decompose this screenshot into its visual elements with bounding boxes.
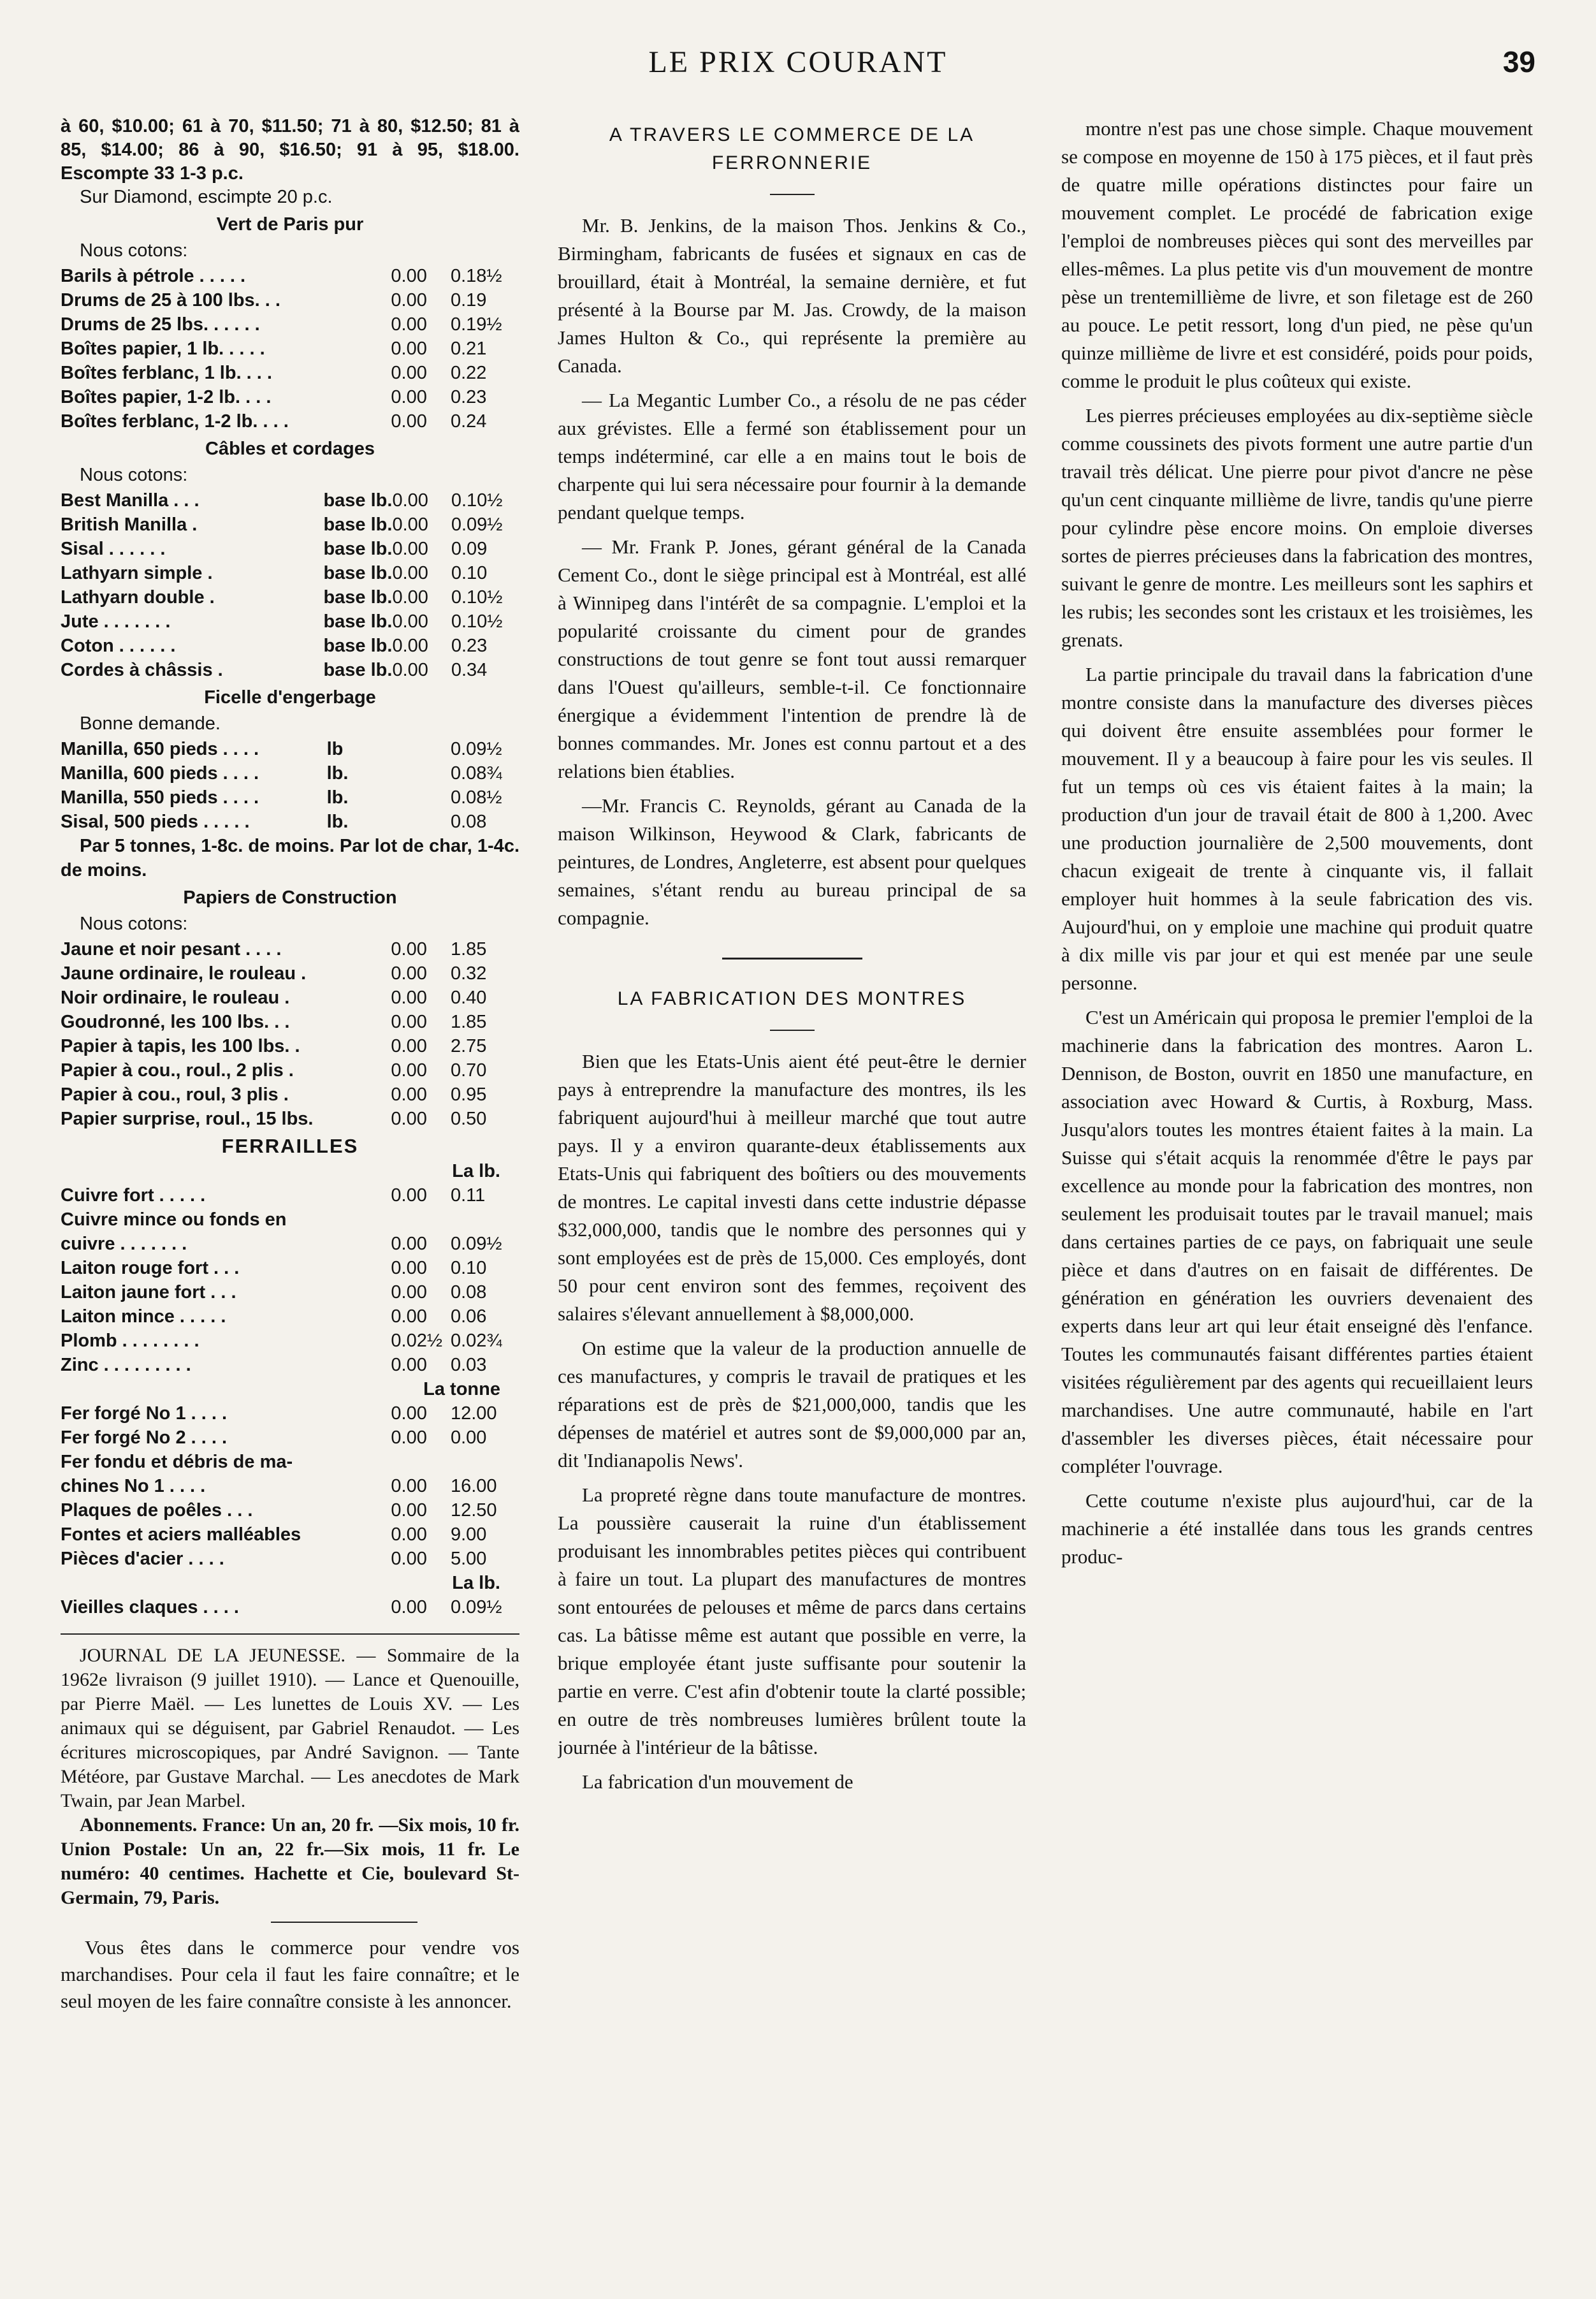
price-low: 0.00: [392, 587, 428, 608]
price-low: 0.00: [391, 939, 427, 960]
item-name: Lathyarn simple .: [61, 563, 213, 583]
item-name: chines No 1 . . . .: [61, 1476, 206, 1496]
paragraph: On estime que la valeur de la production annuelle de ces manufactures, y compris le travail de pratiques et les réparations est de près de $21,000,000, tandis que les dépenses de matériel et autres sont de $9,000,000 par an, dit 'Indianapolis News'.: [558, 1337, 1026, 1471]
price-low: 0.00: [391, 1524, 427, 1545]
item-name: Barils à pétrole . . . . .: [61, 266, 246, 286]
table-row: [61, 1426, 519, 1450]
table-row: [61, 1058, 519, 1083]
price-low: 0.00: [391, 1427, 427, 1448]
item-name: Boîtes ferblanc, 1-2 lb. . . .: [61, 411, 289, 432]
price-high: 0.23: [451, 636, 488, 656]
table-row: [61, 785, 519, 810]
article-title-montres: LA FABRICATION DES MONTRES: [617, 988, 967, 1009]
ferrailles-unit-tonne: La tonne: [423, 1379, 500, 1399]
section-subtitle: Nous cotons:: [80, 240, 188, 261]
price-sections: [61, 212, 519, 1131]
price-low: 0.00: [391, 1355, 427, 1375]
table-row: [61, 264, 519, 288]
intro-price-text: à 60, $10.00; 61 à 70, $11.50; 71 à 80, $12.50; 81 à 85, $14.00; 86 à 90, $16.50; 91 à 95, $18.00. Escompte 33 1-3 p.c.: [61, 116, 519, 184]
item-unit: [327, 1058, 391, 1083]
price-table: [61, 937, 519, 1131]
item-name: Laiton rouge fort . . .: [61, 1258, 240, 1278]
price-high: 12.00: [450, 1403, 497, 1424]
item-unit: [327, 337, 391, 361]
price-low: 0.00: [391, 1012, 427, 1032]
item-unit: [327, 1034, 391, 1058]
price-high: 0.21: [450, 339, 487, 359]
item-name: Jute . . . . . . .: [61, 611, 171, 632]
price-low: 0.00: [391, 339, 427, 359]
item-unit: base lb.: [323, 563, 393, 583]
price-high: 0.10½: [451, 490, 503, 511]
item-unit: [327, 385, 391, 409]
paragraph: La fabrication d'un mouvement de: [582, 1770, 853, 1793]
paragraph: — La Megantic Lumber Co., a résolu de ne pas céder aux grévistes. Elle a fermé son établissement pour un temps indéterminé, car elle a en mains tout le bois de charpente qui lui sera nécessaire pour fournir à la demande pendant quelque temps.: [558, 389, 1026, 523]
table-row: [61, 761, 519, 785]
item-name: Papier surprise, roul., 15 lbs.: [61, 1109, 314, 1129]
divider: [770, 1030, 815, 1031]
table-row: [61, 1232, 519, 1256]
price-low: 0.00: [391, 1060, 427, 1081]
price-high: 0.18½: [450, 266, 502, 286]
price-high: 12.50: [450, 1500, 497, 1521]
item-name: Boîtes ferblanc, 1 lb. . . .: [61, 363, 272, 383]
item-name: Coton . . . . . .: [61, 636, 176, 656]
item-name: Boîtes papier, 1-2 lb. . . .: [61, 387, 272, 407]
section-subtitle: Bonne demande.: [80, 713, 221, 734]
item-unit: [327, 409, 391, 434]
price-high: 0.09½: [450, 1234, 502, 1254]
item-name: Papier à tapis, les 100 lbs. .: [61, 1036, 300, 1056]
table-row: [61, 1401, 519, 1426]
paragraph: Bien que les Etats-Unis aient été peut-être le dernier pays à entreprendre la manufacture des montres, ils les fabriquent aujourd'hui à meilleur marché que tout autre pays. Il y a environ quarante-deux établissements aux Etats-Unis qui fabriquent des boîtiers ou des mouvements de montres. Le capital investi dans cette industrie dépasse $32,000,000, tandis que le nombre des personnes qui y sont employées est de près de 15,000. Ces employés, dont 50 pour cent environ sont des femmes, reçoivent des salaires s'élevant annuellement à $8,000,000.: [558, 1050, 1026, 1325]
price-high: 0.08: [450, 1282, 487, 1303]
price-high: 0.23: [450, 387, 487, 407]
price-low: 0.00: [391, 290, 427, 310]
price-low: [391, 1450, 451, 1474]
item-name: Laiton jaune fort . . .: [61, 1282, 236, 1303]
table-row: [61, 634, 519, 658]
ferrailles-table-lb: [61, 1183, 519, 1377]
item-unit: base lb.: [323, 636, 393, 656]
item-unit: [327, 288, 391, 312]
section-subtitle: Nous cotons:: [80, 914, 188, 934]
price-high: 0.08: [450, 812, 487, 832]
item-unit: [327, 961, 391, 986]
price-high: 0.10½: [451, 587, 503, 608]
price-low: [391, 785, 451, 810]
item-unit: base lb.: [323, 660, 393, 680]
item-name: Manilla, 600 pieds . . . .: [61, 763, 259, 784]
item-unit: lb: [326, 739, 344, 759]
paragraph: La partie principale du travail dans la fabrication d'une montre consiste dans la manufacture des diverses pièces qui doivent être ensuite assemblées pour former le mouvement. Il y a beaucoup à faire pour les vis seules. Il fut un temps où ces vis étaient faites à la main; la production d'un jour de travail était de 800 à 1,200. Avec une production journalière de 2,500 mouvements, dont chacun exigeait de trente à cinquante vis, il fallait employer huit hommes à la seule fabrication des vis. Aujourd'hui, on y emploie une machine qui produit quatre à dix mille vis par jour et qui est menée par une seule personne.: [1061, 663, 1533, 994]
table-row: [61, 1280, 519, 1304]
table-row: [61, 288, 519, 312]
item-unit: [327, 1083, 391, 1107]
table-row: [61, 937, 519, 961]
article-montres-continued: [1061, 115, 1533, 1571]
table-row: [61, 1595, 519, 1619]
price-low: 0.00: [392, 490, 428, 511]
item-name: British Manilla .: [61, 515, 198, 535]
paragraph: Cette coutume n'existe plus aujourd'hui, car de la machinerie a été installée dans tous les grands centres produc-: [1061, 1489, 1533, 1568]
table-row: [61, 986, 519, 1010]
item-name: Manilla, 550 pieds . . . .: [61, 787, 259, 808]
item-unit: [327, 312, 391, 337]
price-low: 0.00: [391, 1234, 427, 1254]
publication-title: LE PRIX COURANT: [648, 45, 948, 79]
section-note: Par 5 tonnes, 1-8c. de moins. Par lot de char, 1-4c. de moins.: [61, 836, 519, 880]
table-row: [61, 337, 519, 361]
item-unit: lb.: [326, 812, 349, 832]
item-unit: base lb.: [323, 587, 393, 608]
news-column: [558, 115, 1026, 2263]
table-row: [61, 1329, 519, 1353]
price-low: 0.00: [391, 411, 427, 432]
item-name: Best Manilla . . .: [61, 490, 200, 511]
divider: [770, 194, 815, 195]
price-low: [391, 761, 451, 785]
price-low: 0.02½: [391, 1331, 443, 1351]
item-name: Cuivre fort . . . . .: [61, 1185, 206, 1206]
section-title: Câbles et cordages: [205, 439, 375, 459]
table-row: [61, 312, 519, 337]
price-high: 2.75: [450, 1036, 487, 1056]
ferrailles-unit-lb2: La lb.: [452, 1573, 500, 1593]
table-row: [61, 1304, 519, 1329]
item-name: Plomb . . . . . . . .: [61, 1331, 200, 1351]
ferrailles-unit-lb: La lb.: [452, 1161, 500, 1181]
paragraph: montre n'est pas une chose simple. Chaque mouvement se compose en moyenne de 150 à 175 pièces, et il faut près de quatre mille opérations distinctes pour faire un mouvement complet. Le procédé de fabrication exige l'emploi de nombreuses pièces qui sont des merveilles par elles-mêmes. La plus petite vis d'un mouvement de montre pèse un trentemillième de livre, et son filetage est de 260 au pouce. Le petit ressort, long d'un pied, ne pèse qu'un quinze millième de livre et est considéré, poids pour poids, comme le produit le plus coûteux qui existe.: [1061, 117, 1533, 392]
divider: [722, 958, 862, 960]
price-high: 0.32: [450, 963, 487, 984]
price-high: 9.00: [450, 1524, 487, 1545]
paragraph: —Mr. Francis C. Reynolds, gérant au Canada de la maison Wilkinson, Heywood & Clark, fabricants de peintures, de Londres, Angleterre, est absent pour quelques semaines, s'étant rendu au bureau principal de sa compagnie.: [558, 794, 1026, 929]
price-low: [391, 1208, 451, 1232]
price-low: 0.00: [392, 515, 428, 535]
price-table: [61, 488, 519, 682]
table-row: [61, 385, 519, 409]
item-name: Cordes à châssis .: [61, 660, 223, 680]
price-high: [451, 1450, 519, 1474]
price-low: 0.00: [391, 1403, 427, 1424]
table-row: [61, 1450, 519, 1474]
price-low: 0.00: [391, 1109, 427, 1129]
table-row: [61, 1034, 519, 1058]
journal-summary: JOURNAL DE LA JEUNESSE. — Sommaire de la 1962e livraison (9 juillet 1910). — Lance et Quenouille, par Pierre Maël. — Les lunettes de Louis XV. — Les animaux qui se déguisent, par Gabriel Renaudot. — Les écritures microscopiques, par André Savignon. — Tante Météore, par Gustave Marchal. — Les anecdotes de Mark Twain, par Jean Marbel.: [61, 1645, 519, 1811]
price-low: 0.00: [391, 988, 427, 1008]
paragraph: La propreté règne dans toute manufacture de montres. La poussière causerait la ruine d'un établissement produisant les innombrables petites pièces qui contribuent à faire un tout. La plupart des manufactures de montres sont entourées de pelouses et même de parcs dans certains cas. La bâtisse même est autant que possible en verre, la brique employée étant juste suffisante pour soutenir la partie en verre. C'est afin d'obtenir toute la clarté possible; en outre de très nombreuses lumières brûlent toute la journée à l'intérieur de la bâtisse.: [558, 1484, 1026, 1758]
price-high: 0.19½: [450, 314, 502, 335]
price-low: 0.00: [391, 1306, 427, 1327]
price-low: 0.00: [392, 563, 428, 583]
price-high: 0.70: [450, 1060, 487, 1081]
price-high: 0.06: [450, 1306, 487, 1327]
price-low: 0.00: [391, 314, 427, 335]
item-name: Lathyarn double .: [61, 587, 215, 608]
table-row: [61, 1183, 519, 1208]
paragraph: C'est un Américain qui proposa le premier l'emploi de la machinerie dans la fabrication des montres. Aaron L. Dennison, de Boston, ouvrit en 1850 une manufacture, en association avec Howard & Curtis, à Roxburg, Mass. Jusqu'alors toutes les montres étaient faites à la main. La Suisse qui s'était acquis la renommée d'être le pays par excellence au monde pour la fabrication des montres, non seulement les produisait toutes par le travail manuel; mais dans certaines parties de ce pays, on fabriquait une seule pièce et dans d'autres on en faisait de différentes. De génération en génération les ouvriers devenaient des experts dans leur art qui leur était enseigné dès l'enfance. Toutes les communautés faisant différentes parties étaient visitées régulièrement par des agents qui recueillaient leurs marchandises. Une autre communauté, habile en l'art d'assembler les diverses pièces, était nécessaire pour compléter l'ouvrage.: [1061, 1006, 1533, 1477]
item-name: Sisal . . . . . .: [61, 539, 166, 559]
table-row: [61, 1353, 519, 1377]
page-header: [0, 45, 1596, 89]
table-row: [61, 1498, 519, 1522]
item-name: Plaques de poêles . . .: [61, 1500, 253, 1521]
ferrailles-title: FERRAILLES: [221, 1135, 359, 1157]
price-high: 0.50: [450, 1109, 487, 1129]
item-unit: [327, 937, 391, 961]
item-unit: [327, 986, 391, 1010]
table-row: [61, 361, 519, 385]
item-name: Sisal, 500 pieds . . . . .: [61, 812, 250, 832]
price-low: 0.00: [391, 387, 427, 407]
table-row: [61, 737, 519, 761]
article-ferronnerie-body: [558, 212, 1026, 932]
price-low: 0.00: [391, 963, 427, 984]
price-high: 0.09½: [450, 739, 502, 759]
price-low: 0.00: [391, 1476, 427, 1496]
price-high: 0.95: [450, 1084, 487, 1105]
price-high: 0.09½: [451, 515, 503, 535]
item-unit: [327, 361, 391, 385]
price-table: [61, 264, 519, 434]
item-name: Papier à cou., roul, 3 plis .: [61, 1084, 289, 1105]
price-low: 0.00: [391, 363, 427, 383]
table-row: [61, 1474, 519, 1498]
item-name: Cuivre mince ou fonds en: [61, 1209, 287, 1230]
price-high: 0.11: [450, 1185, 486, 1206]
item-unit: [327, 264, 391, 288]
price-high: 1.85: [450, 1012, 487, 1032]
price-high: 0.40: [450, 988, 487, 1008]
price-high: 0.10: [451, 563, 488, 583]
table-row: [61, 1208, 519, 1232]
price-low: 0.00: [391, 1282, 427, 1303]
item-name: Zinc . . . . . . . . .: [61, 1355, 191, 1375]
price-table: [61, 737, 519, 834]
item-name: Pièces d'acier . . . .: [61, 1549, 224, 1569]
ferrailles-table-tonne: [61, 1401, 519, 1571]
table-row: [61, 1522, 519, 1547]
item-unit: base lb.: [323, 490, 393, 511]
item-name: Fer forgé No 1 . . . .: [61, 1403, 228, 1424]
paragraph: Mr. B. Jenkins, de la maison Thos. Jenkins & Co., Birmingham, fabricants de fusées et signaux en cas de brouillard, était à Montréal, la semaine dernière, et fut présenté à la Bourse par M. Jas. Crowdy, de la maison James Hulton & Co., qui représente la première au Canada.: [558, 214, 1026, 377]
item-name: Noir ordinaire, le rouleau .: [61, 988, 290, 1008]
item-name: Manilla, 650 pieds . . . .: [61, 739, 259, 759]
item-unit: lb.: [326, 763, 349, 784]
table-row: [61, 1010, 519, 1034]
advertising-note: Vous êtes dans le commerce pour vendre vos marchandises. Pour cela il faut les faire connaître; et le seul moyen de les faire connaître consiste à les annoncer.: [61, 1936, 519, 2012]
item-unit: base lb.: [323, 611, 393, 632]
page-number: 39: [1502, 45, 1535, 78]
divider: [271, 1922, 417, 1923]
price-low: 0.00: [392, 636, 428, 656]
price-low: 0.00: [391, 1084, 427, 1105]
price-low: 0.00: [392, 539, 428, 559]
price-high: 0.09½: [450, 1597, 502, 1617]
item-name: Laiton mince . . . . .: [61, 1306, 226, 1327]
table-row: [61, 1107, 519, 1131]
item-name: Fontes et aciers malléables: [61, 1524, 301, 1545]
price-low: 0.00: [391, 1258, 427, 1278]
table-row: [61, 1547, 519, 1571]
item-name: Jaune et noir pesant . . . .: [61, 939, 282, 960]
table-row: [61, 1256, 519, 1280]
price-high: 0.19: [450, 290, 487, 310]
section-subtitle: Nous cotons:: [80, 465, 188, 485]
price-high: 0.24: [450, 411, 487, 432]
item-name: Boîtes papier, 1 lb. . . . .: [61, 339, 265, 359]
table-row: [61, 1083, 519, 1107]
price-high: 0.10½: [451, 611, 503, 632]
price-high: 0.34: [451, 660, 488, 680]
price-high: 0.08½: [450, 787, 502, 808]
table-row: [61, 810, 519, 834]
price-high: 0.09: [451, 539, 488, 559]
table-row: [61, 513, 519, 537]
item-name: Papier à cou., roul., 2 plis .: [61, 1060, 294, 1081]
price-high: 1.85: [450, 939, 487, 960]
table-row: [61, 585, 519, 609]
item-unit: base lb.: [323, 539, 393, 559]
continued-column: [1061, 115, 1533, 2263]
price-low: 0.00: [391, 1597, 427, 1617]
intro-discount: Sur Diamond, escimpte 20 p.c.: [80, 187, 333, 207]
article-montres-body: [558, 1047, 1026, 1796]
item-unit: lb.: [326, 787, 349, 808]
item-name: cuivre . . . . . . .: [61, 1234, 187, 1254]
ferrailles-table-lb2: [61, 1595, 519, 1619]
price-high: 0.03: [450, 1355, 487, 1375]
item-unit: [327, 1107, 391, 1131]
paragraph: — Mr. Frank P. Jones, gérant général de la Canada Cement Co., dont le siège principal est à Montréal, est allé à Winnipeg dans l'intérêt de sa compagnie. L'emploi et la popularité croissante du ciment pour de grandes constructions de tout genre se font tout aussi remarquer dans l'Ouest qu'ailleurs, semble-t-il. Ce fonctionnaire énergique a évidemment l'intention de prendre là de bonnes commandes. Mr. Jones est connu partout et a des relations bien établies.: [558, 536, 1026, 782]
item-name: Vieilles claques . . . .: [61, 1597, 239, 1617]
price-low: [391, 737, 451, 761]
table-row: [61, 561, 519, 585]
price-high: 16.00: [450, 1476, 497, 1496]
price-low: 0.00: [391, 1500, 427, 1521]
price-low: 0.00: [391, 266, 427, 286]
table-row: [61, 658, 519, 682]
table-row: [61, 537, 519, 561]
table-row: [61, 609, 519, 634]
divider: [61, 1633, 519, 1635]
item-name: Drums de 25 lbs. . . . . .: [61, 314, 260, 335]
table-row: [61, 961, 519, 986]
item-name: Fer forgé No 2 . . . .: [61, 1427, 228, 1448]
item-name: Jaune ordinaire, le rouleau .: [61, 963, 307, 984]
price-low: 0.00: [391, 1036, 427, 1056]
price-low: 0.00: [392, 660, 428, 680]
price-list-column: [61, 115, 519, 2263]
paragraph: Les pierres précieuses employées au dix-septième siècle comme coussinets des pivots forment une autre partie d'un travail très délicat. Une pierre pour pivot d'ancre ne pèse qu'un cent cinquante millième de livre, tandis qu'une pierre pour cylindre pèse encore moins. On emploie diverses sortes de pierres précieuses dans la fabrication des montres, suivant le genre de montre. Les meilleurs sont les saphirs et les rubis; les secondes sont les cristaux et les troisièmes, les grenats.: [1061, 404, 1533, 651]
table-row: [61, 488, 519, 513]
item-name: Goudronné, les 100 lbs. . .: [61, 1012, 290, 1032]
price-high: 0.22: [450, 363, 487, 383]
price-low: 0.00: [392, 611, 428, 632]
article-title-ferronnerie: A TRAVERS LE COMMERCE DE LA FERRONNERIE: [609, 124, 975, 173]
table-row: [61, 409, 519, 434]
price-low: 0.00: [391, 1549, 427, 1569]
section-title: Papiers de Construction: [183, 887, 397, 908]
price-high: 0.10: [450, 1258, 487, 1278]
item-name: Drums de 25 à 100 lbs. . .: [61, 290, 280, 310]
journal-subscriptions: Abonnements. France: Un an, 20 fr. —Six mois, 10 fr. Union Postale: Un an, 22 fr.—Six mois, 11 fr. Le numéro: 40 centimes. Hachette et Cie, boulevard St-Germain, 79, Paris.: [61, 1814, 519, 1908]
section-title: Vert de Paris pur: [216, 214, 364, 235]
price-high: 5.00: [450, 1549, 487, 1569]
price-high: 0.00: [450, 1427, 487, 1448]
price-high: 0.08¾: [450, 763, 502, 784]
price-high: [451, 1208, 519, 1232]
price-low: [391, 810, 451, 834]
item-name: Fer fondu et débris de ma-: [61, 1452, 293, 1472]
item-unit: [327, 1010, 391, 1034]
price-high: 0.02¾: [450, 1331, 502, 1351]
price-low: 0.00: [391, 1185, 427, 1206]
section-title: Ficelle d'engerbage: [204, 687, 376, 708]
item-unit: base lb.: [323, 515, 393, 535]
